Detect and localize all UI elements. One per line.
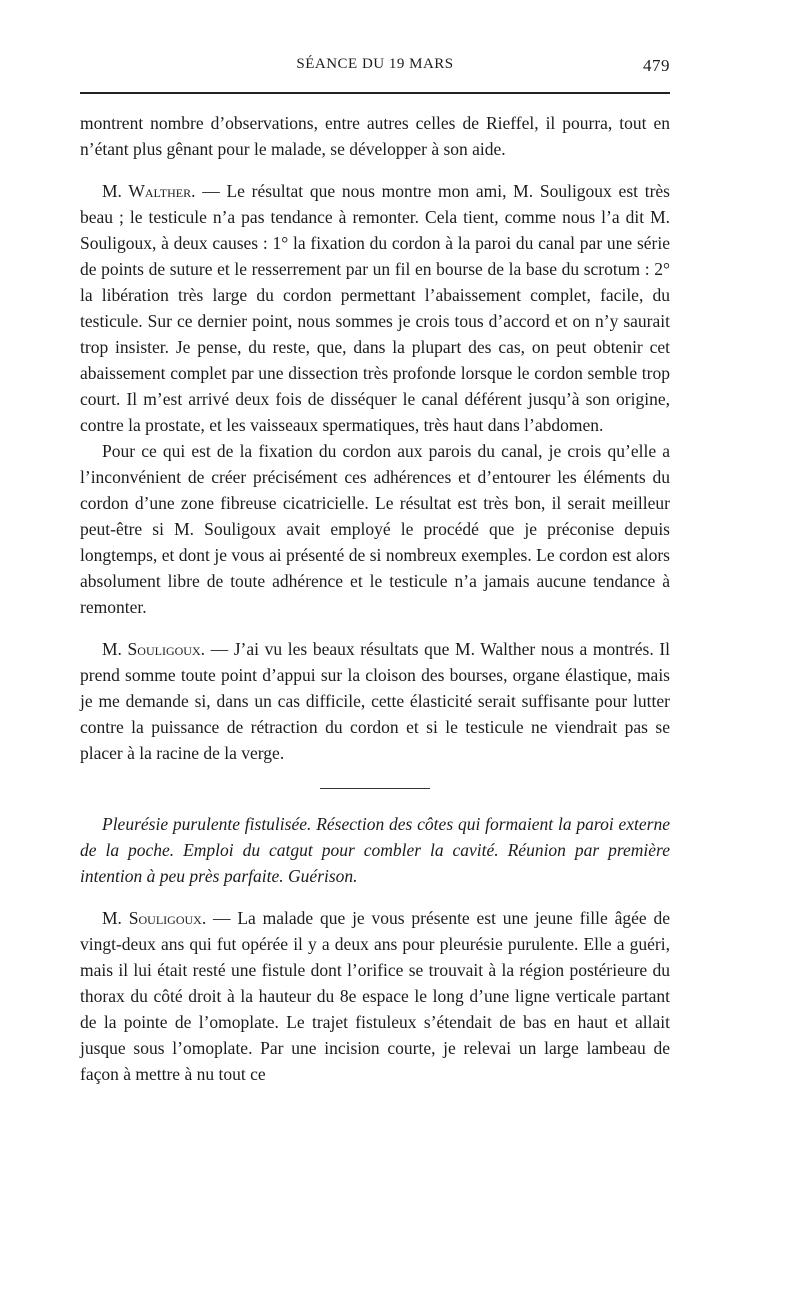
- speaker-name: M. Walther.: [102, 181, 196, 201]
- paragraph-text: — J’ai vu les beaux résultats que M. Walther nous a montrés. Il prend somme toute point d’appui sur la cloison des bourses, organe élastique, mais je me demande si, dans un cas difficile, cette élasticité serait suffisante pour lutter contre la puissance de rétraction du cordon et si le testicule ne viendrait pas se placer à la racine de la verge.: [80, 639, 671, 763]
- running-title: SÉANCE DU 19 MARS: [296, 56, 454, 72]
- paragraph-text: — Le résultat que nous montre mon ami, M. Souligoux est très beau ; le testicule n’a pas tendance à remonter. Cela tient, comme nous l’a dit M. Souligoux, à deux causes : 1° la fixation du cordon à la paroi du canal par une série de points de suture et le resserrement par un fil en bourse de la base du scrotum : 2° la libération très large du cordon permettant l’abaissement complet, facile, du testicule. Sur ce dernier point, nous sommes je crois tous d’accord et on n’y saurait trop insister. Je pense, du reste, que, dans la plupart des cas, on peut obtenir cet abaissement complet par une dissection très profonde lorsque le cordon semble trop court. Il m’est arrivé deux fois de disséquer le canal déférent jusqu’à son origine, contre la prostate, et les vaisseaux spermatiques, très haut dans l’abdomen.: [80, 181, 670, 435]
- paragraph-walther: [80, 178, 670, 438]
- page-number: 479: [643, 56, 670, 75]
- paragraph-fixation: Pour ce qui est de la fixation du cordon aux parois du canal, je crois qu’elle a l’inconvénient de créer précisément ces adhérences et d’entourer les éléments du cordon d’une zone fibreuse cicatricielle. Le résultat est très bon, il serait meilleur peut-être si M. Souligoux avait employé le procédé que je préconise depuis longtemps, et dont je vous ai présenté de si nombreux exemples. Le cordon est alors absolument libre de toute adhérence et le testicule n’a jamais aucune tendance à remonter.: [80, 441, 670, 617]
- header-rule: [80, 92, 670, 94]
- section-separator: [320, 788, 430, 789]
- paragraph-text: — La malade que je vous présente est une jeune fille âgée de vingt-deux ans qui fut opérée il y a deux ans pour pleurésie purulente. Elle a guéri, mais il lui était resté une fistule dont l’orifice se trouvait à la région postérieure du thorax du côté droit à la hauteur du 8e espace le long d’une ligne verticale partant de la pointe de l’omoplate. Le trajet fistuleux s’étendait de bas en haut et allait jusque sous l’omoplate. Par une incision courte, je relevai un large lambeau de façon à mettre à nu tout ce: [80, 908, 670, 1084]
- paragraph-souligoux-case: [80, 905, 670, 1087]
- speaker-name: M. Souligoux.: [102, 639, 205, 659]
- page: [80, 0, 670, 1289]
- running-head: [80, 56, 670, 78]
- speaker-name: M. Souligoux.: [102, 908, 207, 928]
- body-text: [80, 110, 670, 1087]
- section-title: Pleurésie purulente fistulisée. Résection des côtes qui formaient la paroi externe de la poche. Emploi du catgut pour combler la cavité. Réunion par première intention à peu près parfaite. Guérison.: [80, 814, 670, 886]
- paragraph-souligoux-reply: [80, 636, 670, 766]
- paragraph-continuation: montrent nombre d’observations, entre autres celles de Rieffel, il pourra, tout en n’étant plus gênant pour le malade, se développer à son aide.: [80, 113, 670, 159]
